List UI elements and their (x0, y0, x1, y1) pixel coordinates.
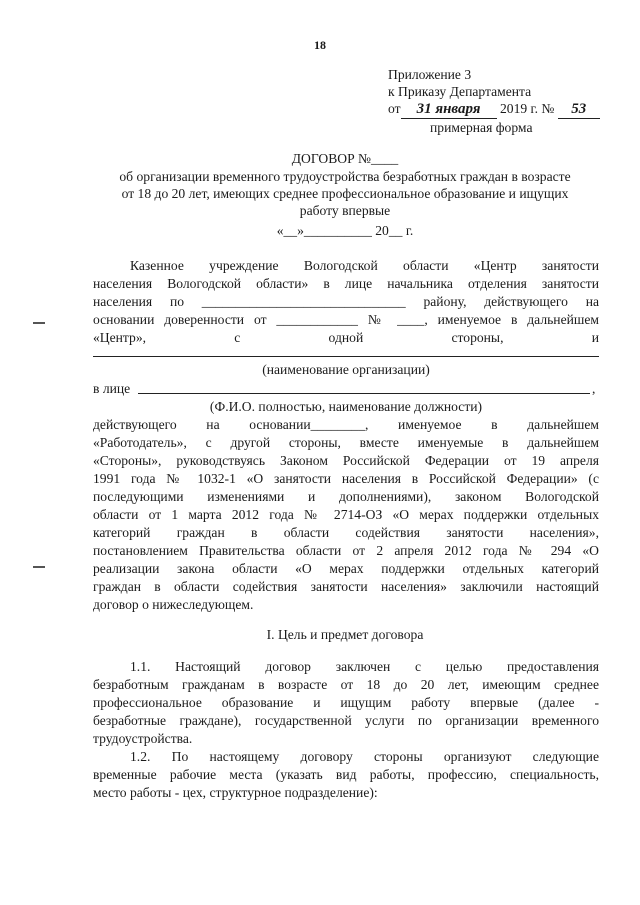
page-number: 18 (314, 38, 326, 52)
body-line: Казенное учреждение Вологодской области «Центр занятости (130, 258, 599, 273)
clause-line: профессиональное образование и ищущим работу впервые (далее - (93, 695, 599, 710)
representative-comma: , (592, 381, 596, 396)
body-line: населения Вологодской области» в лице начальника отделения занятости (93, 276, 599, 291)
fio-caption: (Ф.И.О. полностью, наименование должности) (209, 399, 483, 414)
appendix-order-ref: к Приказу Департамента (388, 84, 532, 99)
organization-caption: (наименование организации) (262, 362, 430, 377)
clause-line: временные рабочие места (указать вид работы, профессию, специальность, (93, 767, 599, 782)
section-1-heading: I. Цель и предмет договора (266, 627, 424, 642)
appendix-from: от (388, 101, 401, 116)
body-line: договор о нижеследующем. (93, 597, 254, 612)
body-line: действующего на основании________, именуемое в дальнейшем (93, 417, 599, 432)
body-line: постановлением Правительства области от 2 апреля 2012 года № 294 «О (93, 543, 599, 558)
appendix-title: Приложение 3 (388, 67, 472, 82)
body-line: области от 1 марта 2012 года № 2714-ОЗ «О мерах поддержки отдельных (93, 507, 599, 522)
clause-line: безработным гражданам в возрасте от 18 до 20 лет, имеющим среднее (93, 677, 599, 692)
body-line: «Стороны», руководствуясь Законом Российской Федерации от 19 апреля (93, 453, 599, 468)
appendix-block (388, 66, 600, 136)
body-line: 1991 года № 1032-1 «О занятости населения в Российской Федерации» (с (93, 471, 599, 486)
scan-margin-mark (33, 566, 45, 568)
clause-line: место работы - цех, структурное подразделение): (93, 785, 378, 800)
handwritten-number: 53 (558, 101, 600, 119)
contract-title: ДОГОВОР №____ (291, 151, 399, 166)
representative-prefix: в лице (93, 381, 131, 396)
body-line: последующими изменениями и дополнениями), законом Вологодской (93, 489, 599, 504)
clause-line: трудоустройства. (93, 731, 193, 746)
contract-subtitle-2: от 18 до 20 лет, имеющих среднее профессиональное образование и ищущих (121, 186, 569, 201)
contract-date: «__»__________ 20__ г. (276, 223, 414, 238)
appendix-year: 2019 г. № (499, 101, 555, 116)
organization-blank-line (93, 356, 599, 357)
body-line: «Центр», с одной стороны, и (93, 330, 599, 345)
contract-subtitle-3: работу впервые (299, 203, 391, 218)
representative-blank-line (138, 393, 590, 394)
body-line: категорий граждан в области содействия занятости населения», (93, 525, 599, 540)
body-line: реализации закона области «О мерах поддержки отдельных категорий (93, 561, 599, 576)
scan-margin-mark (33, 322, 45, 324)
contract-subtitle-1: об организации временного трудоустройства безработных граждан в возрасте (119, 169, 571, 184)
body-line: населения по ______________________________ району, действующего на (93, 294, 599, 309)
clause-line: 1.2. По настоящему договору стороны организуют следующие (130, 749, 599, 764)
clause-line: 1.1. Настоящий договор заключен с целью предоставления (130, 659, 599, 674)
appendix-date-line (388, 100, 600, 119)
handwritten-date: 31 января (401, 101, 497, 119)
appendix-form-note: примерная форма (430, 120, 533, 135)
clause-line: безработные граждане), государственной услуги по организации временного (93, 713, 599, 728)
body-line: «Работодатель», с другой стороны, вместе именуемые в дальнейшем (93, 435, 599, 450)
body-line: граждан в области содействия занятости населения» заключили настоящий (93, 579, 599, 594)
body-line: основании доверенности от ____________ № ____, именуемое в дальнейшем (93, 312, 599, 327)
